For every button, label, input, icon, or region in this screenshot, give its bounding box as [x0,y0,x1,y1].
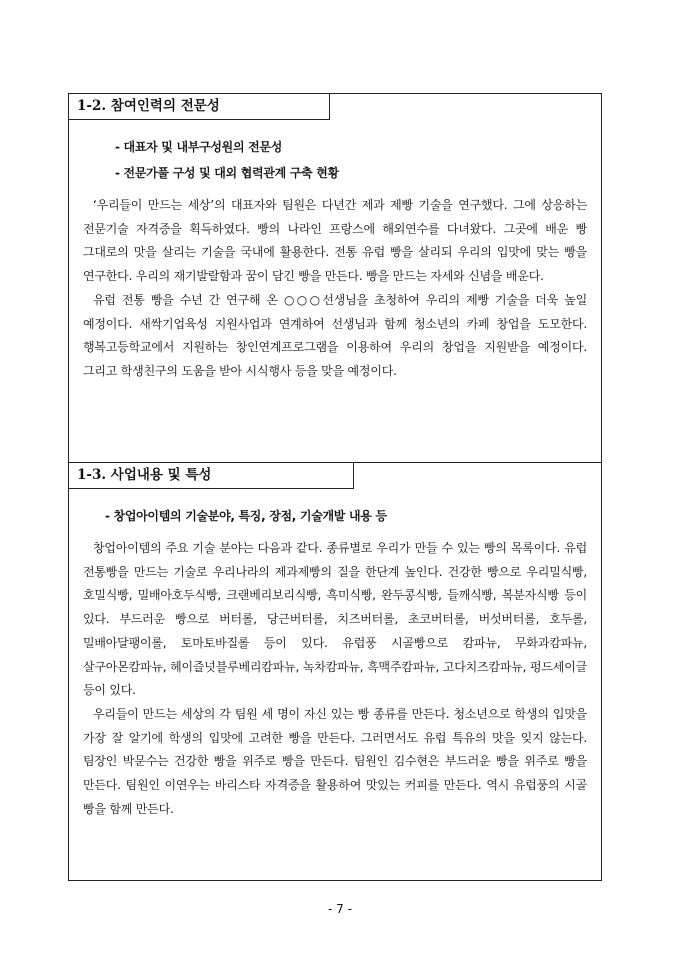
section-title-expertise: 1-2. 참여인력의 전문성 [68,93,330,120]
section-box-expertise [68,93,602,463]
paragraph: 우리들이 만드는 세상의 각 팀원 세 명이 자신 있는 빵 종류를 만든다. 청소년으로 학생의 입맛을 가장 잘 알기에 학생의 입맛에 고려한 빵을 만든다. 그러면서도 유럽 특유의 맛을 잊지 않는다. 팀장인 박문수는 건강한 빵을 위주로 빵을 만든다. 팀원인 김수현은 부드러운 빵을 위주로 빵을 만든다. 팀원인 이연우는 바리스타 자격증을 활용하여 맛있는 커피를 만든다. 역시 유럽풍의 시골 빵을 함께 만든다. [83,706,587,816]
paragraph: 창업아이템의 주요 기술 분야는 다음과 같다. 종류별로 우리가 만들 수 있는 빵의 목록이다. 유럽 전통빵을 만드는 기술로 우리나라의 제과제빵의 질을 한단계 높인다. 건강한 빵으로 우리밀식빵, 호밀식빵, 밀배아호두식빵, 크랜베리보리식빵, 흑미식빵, 완두콩식빵, 들깨식빵, 복분자식빵 등이 있다. 부드러운 빵으로 버터롤, 당근버터롤, 치즈버터롤, 초코버터롤, 버섯버터롤, 호두롤, 밀배아달팽이롤, 토마토바질롤 등이 있다. 유럽풍 시골빵으로 캄파뉴, 무화과캄파뉴, 살구아몬캄파뉴, 헤이즐넛블루베리캄파뉴, 녹차캄파뉴, 흑맥주캄파뉴, 고다치즈캄파뉴, 펑드세이글 등이 있다. [83,541,587,698]
bullet-representative-expertise: - 대표자 및 내부구성원의 전문성 [115,140,282,154]
section-body-business [83,537,587,821]
bullet-item-technology: - 창업아이템의 기술분야, 특징, 장점, 기술개발 내용 등 [105,509,387,523]
section-body-expertise [83,194,587,384]
bullet-expert-pool: - 전문가풀 구성 및 대외 협력관계 구축 현황 [115,166,339,180]
paragraph: ‘우리들이 만드는 세상’의 대표자와 팀원은 다년간 제과 제빵 기술을 연구했다. 그에 상응하는 전문기술 자격증을 획득하였다. 빵의 나라인 프랑스에 해외연수를 다녀왔다. 그곳에 배운 빵 그대로의 맛을 살리는 기술을 국내에 활용한다. 전통 유럽 빵을 살리되 우리의 입맛에 맞는 빵을 연구한다. 우리의 재기발랄함과 꿈이 담긴 빵을 만든다. 빵을 만드는 자세와 신념을 배운다. [83,198,587,284]
paragraph: 유럽 전통 빵을 수년 간 연구해 온 ○○○선생님을 초청하여 우리의 제빵 기술을 더욱 높일 예정이다. 새싹기업육성 지원사업과 연계하여 선생님과 함께 청소년의 카페 창업을 도모한다. 행복고등학교에서 지원하는 창인연계프로그램을 이용하여 우리의 창업을 지원받을 예정이다. 그리고 학생친구의 도움을 받아 시식행사 등을 맞을 예정이다. [83,292,587,378]
page-number: - 7 - [328,902,352,916]
section-box-business [68,463,602,881]
section-title-business: 1-3. 사업내용 및 특성 [68,462,354,489]
